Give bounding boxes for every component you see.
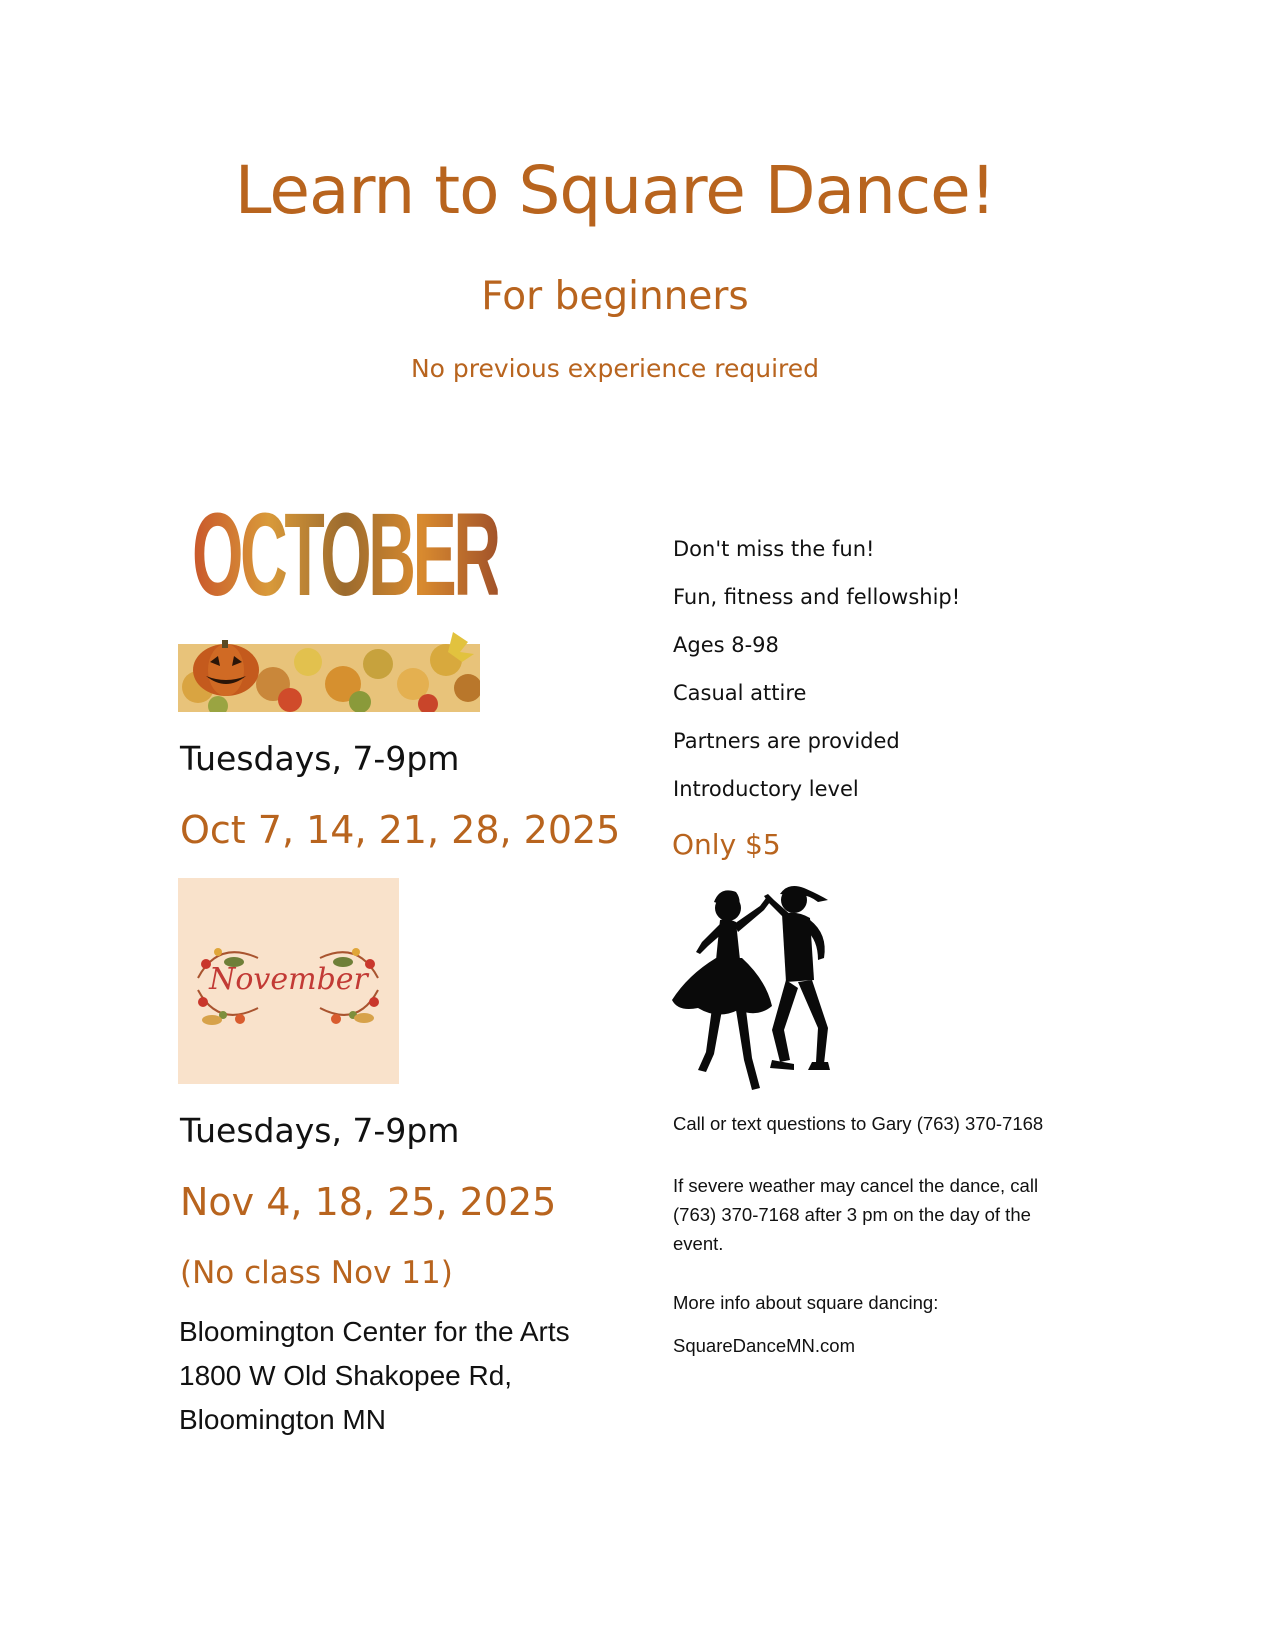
october-dates: Oct 7, 14, 21, 28, 2025 xyxy=(180,808,621,852)
feature-item: Casual attire xyxy=(673,681,807,705)
feature-item: Introductory level xyxy=(673,777,859,801)
venue-city: Bloomington MN xyxy=(179,1404,386,1435)
tagline: No previous experience required xyxy=(410,354,820,383)
contact-questions: Call or text questions to Gary (763) 370-7168 xyxy=(673,1113,1044,1134)
november-banner-text: November xyxy=(209,962,368,997)
more-info-label: More info about square dancing: xyxy=(673,1292,939,1313)
october-banner-image xyxy=(178,489,498,712)
venue-name: Bloomington Center for the Arts xyxy=(179,1316,570,1347)
dancing-couple-icon xyxy=(668,880,854,1106)
november-banner-image xyxy=(178,878,399,1084)
october-schedule: Tuesdays, 7-9pm xyxy=(180,739,460,778)
feature-item: Ages 8-98 xyxy=(673,633,779,657)
page-subtitle: For beginners xyxy=(481,274,749,319)
page-title: Learn to Square Dance! xyxy=(234,152,996,229)
october-banner-text: OCTOBER xyxy=(192,489,498,621)
venue-address xyxy=(179,1310,570,1442)
square-dancers-silhouette xyxy=(668,880,854,1106)
november-note: (No class Nov 11) xyxy=(180,1255,453,1291)
november-dates: Nov 4, 18, 25, 2025 xyxy=(180,1180,557,1224)
feature-item: Don't miss the fun! xyxy=(673,537,875,561)
weather-notice: If severe weather may cancel the dance, call (763) 370-7168 after 3 pm on the day of the event. xyxy=(673,1175,1039,1254)
price: Only $5 xyxy=(672,828,781,861)
feature-item: Partners are provided xyxy=(673,729,900,753)
feature-item: Fun, fitness and fellowship! xyxy=(673,585,961,609)
website-link[interactable]: SquareDanceMN.com xyxy=(673,1335,855,1356)
november-schedule: Tuesdays, 7-9pm xyxy=(180,1111,460,1150)
venue-street: 1800 W Old Shakopee Rd, xyxy=(179,1360,513,1391)
